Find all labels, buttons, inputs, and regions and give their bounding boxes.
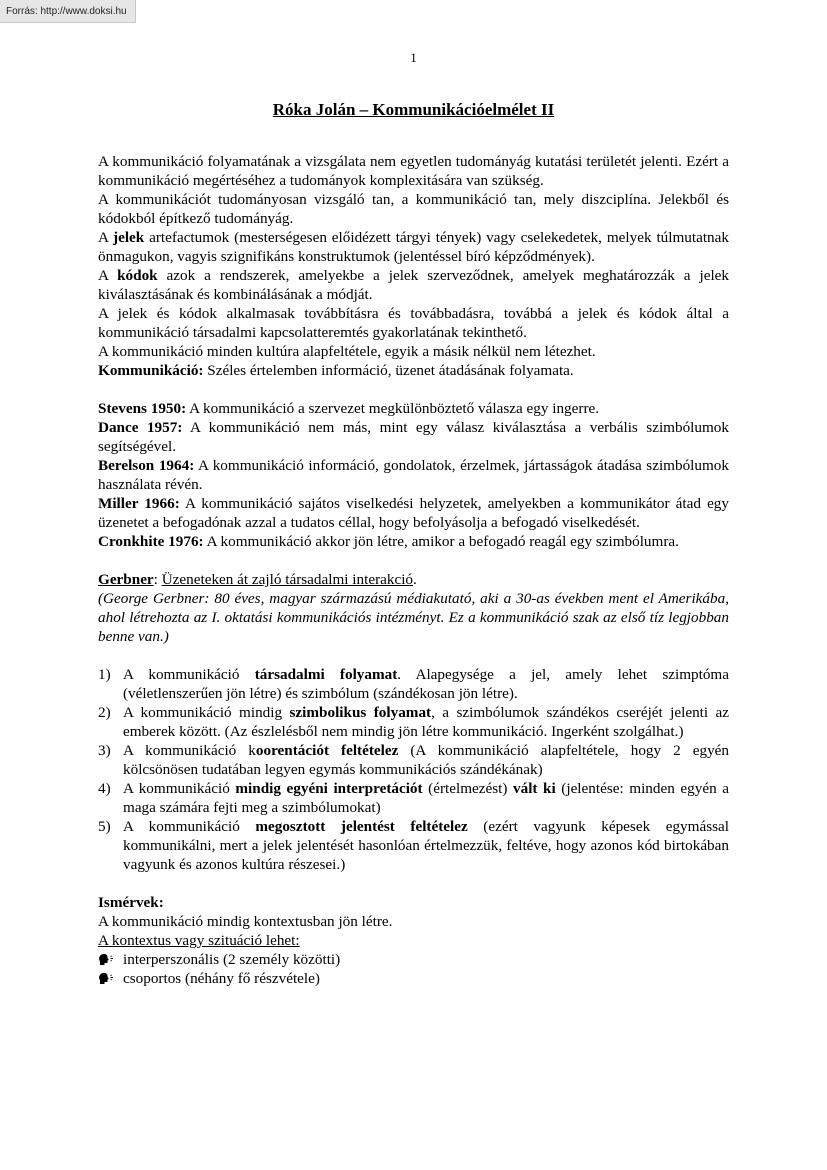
text: (jelentése: minden egyén a maga számára fejti meg a szimbólumokat) bbox=[123, 780, 729, 816]
intro-paragraph-1: A kommunikáció folyamatának a vizsgálata nem egyetlen tudományág kutatási területét jelenti. Ezért a kommunikáció megértéséhez a tudományok komplexitására van szükség. bbox=[98, 153, 729, 189]
definition-miller bbox=[98, 494, 729, 532]
list-number: 2) bbox=[98, 704, 111, 721]
term-kommunikacio: Kommunikáció: bbox=[98, 362, 204, 379]
intro-paragraph-6: A kommunikáció minden kultúra alapfeltétele, egyik a másik nélkül nem létezhet. bbox=[98, 343, 596, 360]
definition-berelson bbox=[98, 456, 729, 494]
definition-text: A kommunikáció a szervezet megkülönböztető válasza egy ingerre. bbox=[186, 400, 600, 417]
text: artefactumok (mesterségesen előidézett tárgyi tények) vagy cselekedetek, melyek túlmutatnak önmagukon, vagyis szignifikáns konstruktumok (jelentéssel bíró képződmények). bbox=[98, 229, 729, 265]
definition-text: A kommunikáció sajátos viselkedési helyzetek, amelyekben a kommunikátor átad egy üzenetet a befogadónak azzal a tudatos céllal, hogy befolyásolja a befogadó viselkedését. bbox=[98, 495, 729, 531]
definition-text: A kommunikáció információ, gondolatok, érzelmek, jártasságok átadása szimbólumok használata révén. bbox=[98, 457, 729, 493]
list-item bbox=[98, 703, 729, 741]
intro-paragraph-3 bbox=[98, 228, 729, 266]
definition-author: Miller 1966: bbox=[98, 495, 180, 512]
heading-text: Ismérvek: bbox=[98, 894, 164, 911]
list-number: 3) bbox=[98, 742, 111, 759]
document-body bbox=[98, 152, 729, 988]
spacer bbox=[98, 380, 729, 399]
numbered-list bbox=[98, 665, 729, 874]
bullet-text: csoportos (néhány fő részvétele) bbox=[123, 970, 320, 987]
text: A kommunikáció k bbox=[123, 742, 256, 759]
text: A kommunikáció bbox=[123, 780, 236, 797]
text: . bbox=[413, 571, 417, 588]
gerbner-note: (George Gerbner: 80 éves, magyar származású médiakutató, aki a 30-as években ment el Amerikába, ahol létrehozta az I. oktatási kommunikációs intézményt. Ez a kommunikáció szak az első tíz legjobban benne van.) bbox=[98, 590, 729, 645]
spacer bbox=[98, 646, 729, 665]
text: (ezért vagyunk képesek egymással kommunikálni, mert a jelek jelentését hasonlóan értelmezzük, feltéve, hogy azonos kód birtokában vagyunk és azonos kultúra részesei.) bbox=[123, 818, 729, 873]
spacer bbox=[98, 551, 729, 570]
list-item bbox=[98, 779, 729, 817]
definition-author: Dance 1957: bbox=[98, 419, 183, 436]
page-number: 1 bbox=[410, 50, 417, 65]
list-number: 1) bbox=[98, 666, 111, 683]
intro-paragraph-7 bbox=[98, 361, 729, 380]
term-kodok: kódok bbox=[117, 267, 158, 284]
list-item bbox=[98, 665, 729, 703]
list-term: szimbolikus folyamat bbox=[289, 704, 432, 721]
text: (értelmezést) bbox=[422, 780, 513, 797]
text: . Alapegysége a jel, amely lehet szimptóma (véletlenszerűen jön létre) és szimbólum (szándékosan jön létre). bbox=[123, 666, 729, 702]
text: azok a rendszerek, amelyekbe a jelek szerveződnek, amelyek meghatározzák a jelek kiválasztásának és kombinálásának a módját. bbox=[98, 267, 729, 303]
list-term: megosztott jelentést feltételez bbox=[255, 818, 468, 835]
speaking-head-icon bbox=[98, 972, 116, 985]
definition-text: A kommunikáció akkor jön létre, amikor a befogadó reagál egy szimbólumra. bbox=[203, 533, 679, 550]
document-title: Róka Jolán – Kommunikációelmélet II bbox=[272, 100, 555, 119]
list-term: mindig egyéni interpretációt bbox=[235, 780, 423, 797]
text: A kommunikáció mindig bbox=[123, 704, 290, 721]
bullet-list bbox=[98, 950, 729, 988]
bullet-text: interperszonális (2 személy közötti) bbox=[123, 951, 341, 968]
list-item bbox=[98, 817, 729, 874]
text: A kommunikáció bbox=[123, 666, 255, 683]
source-label: Forrás: http://www.doksi.hu bbox=[0, 0, 136, 23]
ismervek-heading bbox=[98, 893, 729, 912]
definition-author: Cronkhite 1976: bbox=[98, 533, 204, 550]
ismervek-line-1: A kommunikáció mindig kontextusban jön létre. bbox=[98, 913, 393, 930]
definition-author: Stevens 1950: bbox=[98, 400, 187, 417]
term-jelek: jelek bbox=[113, 229, 145, 246]
list-number: 4) bbox=[98, 780, 111, 797]
list-term: oorentációt feltételez bbox=[255, 742, 399, 759]
list-term: társadalmi folyamat bbox=[254, 666, 398, 683]
text: (A kommunikáció alapfeltétele, hogy 2 egyén kölcsönösen tudatában legyen egymás kommunikációs szándékának) bbox=[123, 742, 729, 778]
intro-paragraph-5: A jelek és kódok alkalmasak továbbításra és továbbadásra, továbbá a jelek és kódok által a kommunikáció társadalmi kapcsolatteremtés gyakorlatának tekinthető. bbox=[98, 305, 729, 341]
gerbner-definition bbox=[98, 570, 729, 589]
ismervek-line-2: A kontextus vagy szituáció lehet: bbox=[98, 932, 300, 949]
intro-paragraph-4 bbox=[98, 266, 729, 304]
gerbner-name: Gerbner bbox=[98, 571, 154, 588]
list-item bbox=[98, 741, 729, 779]
text: Széles értelemben információ, üzenet átadásának folyamata. bbox=[203, 362, 574, 379]
gerbner-definition-text: Üzeneteken át zajló társadalmi interakció bbox=[161, 571, 414, 588]
bullet-item bbox=[98, 969, 729, 988]
definition-stevens bbox=[98, 399, 729, 418]
intro-paragraph-2: A kommunikációt tudományosan vizsgáló tan, a kommunikáció tan, mely diszciplína. Jelekből és kódokból építkező tudományág. bbox=[98, 191, 729, 227]
bullet-item bbox=[98, 950, 729, 969]
definition-author: Berelson 1964: bbox=[98, 457, 195, 474]
text: A bbox=[98, 229, 114, 246]
text: , a szimbólumok szándékos cseréjét jelenti az emberek között. (Az észlelésből nem mindig jön létre kommunikáció. Ingerként szolgálhat.) bbox=[123, 704, 729, 740]
definition-dance bbox=[98, 418, 729, 456]
definition-text: A kommunikáció nem más, mint egy válasz kiválasztása a verbális szimbólumok segítségével. bbox=[98, 419, 729, 455]
list-number: 5) bbox=[98, 818, 111, 835]
spacer bbox=[98, 874, 729, 893]
text: A kommunikáció bbox=[123, 818, 256, 835]
text: : bbox=[153, 571, 162, 588]
speaking-head-icon bbox=[98, 953, 116, 966]
list-term: vált ki bbox=[513, 780, 556, 797]
definition-cronkhite bbox=[98, 532, 729, 551]
text: A bbox=[98, 267, 118, 284]
